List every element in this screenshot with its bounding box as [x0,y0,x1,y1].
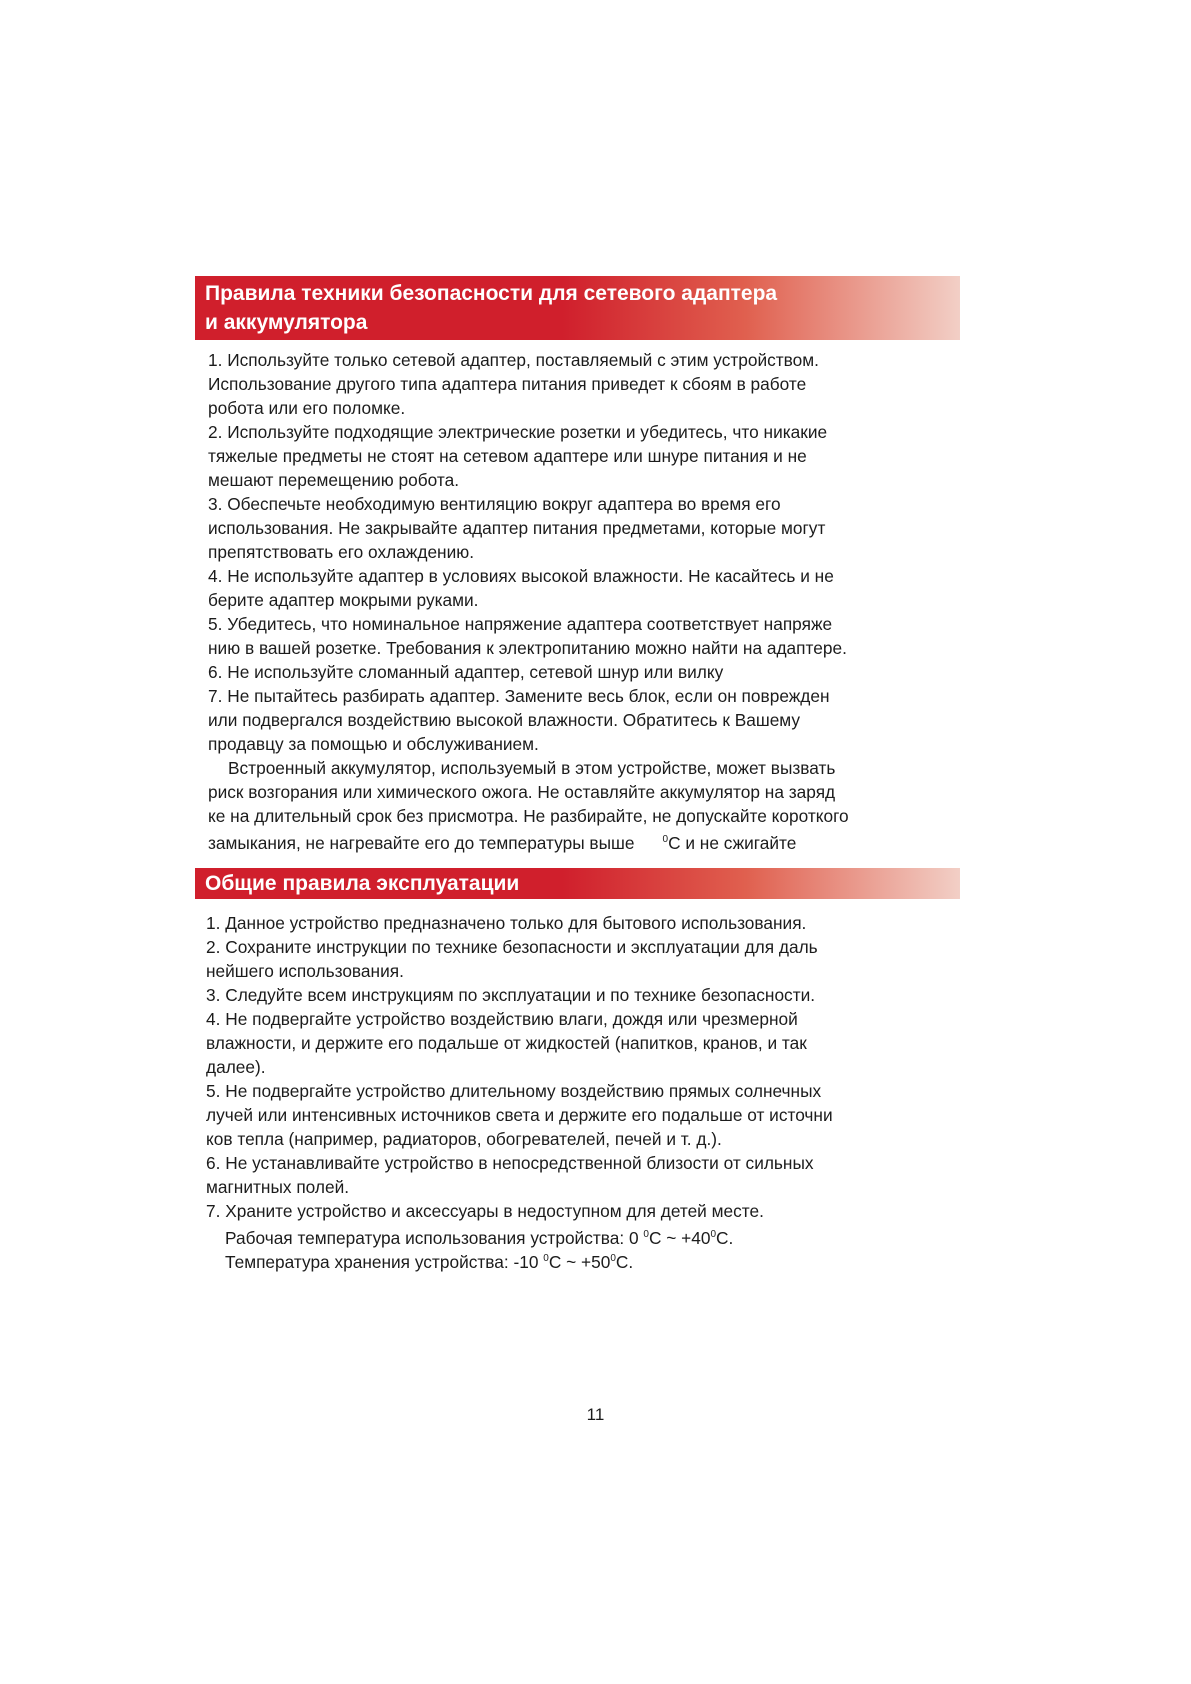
text-line: 3. Следуйте всем инструкциям по эксплуатации и по технике безопасности. [206,985,816,1005]
text-segment: С. [716,1227,734,1248]
text-line: 6. Не используйте сломанный адаптер, сетевой шнур или вилку [208,662,724,682]
text-segment: С ~ +40 [648,1227,711,1248]
operating-temperature [206,1223,986,1247]
page-number: 11 [586,1405,605,1424]
text-line: использования. Не закрывайте адаптер питания предметами, которые могут [208,518,826,538]
text-line: нию в вашей розетке. Требования к электропитанию можно найти на адаптере. [208,638,847,658]
text-line: Использование другого типа адаптера питания приведет к сбоям в работе [208,374,807,394]
section-title: Общие правила эксплуатации [205,872,520,895]
text-segment: Рабочая температура использования устройства: 0 [225,1227,639,1248]
storage-temperature [206,1247,986,1271]
text-segment: С и не сжигайте [668,832,797,853]
degree-superscript: 0 [610,1253,616,1264]
degree-superscript: 0 [543,1253,549,1264]
text-segment: С ~ +50 [548,1251,611,1272]
section-title-line-1: Правила техники безопасности для сетевого адаптера [205,282,778,305]
general-rules-text [206,911,986,1271]
text-line: 3. Обеспечьте необходимую вентиляцию вокруг адаптера во время его [208,494,781,514]
text-line: ке на длительный срок без присмотра. Не разбирайте, не допускайте короткого [208,806,849,826]
text-line: робота или его поломке. [208,398,406,418]
text-line: 5. Не подвергайте устройство длительному воздействию прямых солнечных [206,1081,822,1101]
text-line: продавцу за помощью и обслуживанием. [208,734,539,754]
text-segment: С. [615,1251,634,1272]
degree-superscript: 0 [710,1229,717,1240]
text-line: 1. Данное устройство предназначено только для бытового использования. [206,913,807,933]
text-line: 7. Не пытайтесь разбирать адаптер. Замените весь блок, если он поврежден [208,686,830,706]
text-line: 4. Не используйте адаптер в условиях высокой влажности. Не касайтесь и не [208,566,834,586]
text-line: 6. Не устанавливайте устройство в непосредственной близости от сильных [206,1153,814,1173]
text-line: нейшего использования. [206,961,404,981]
text-line: Встроенный аккумулятор, используемый в этом устройстве, может вызвать [228,758,836,778]
text-line: берите адаптер мокрыми руками. [208,590,479,610]
text-line: 2. Сохраните инструкции по технике безопасности и эксплуатации для даль [206,937,818,957]
text-segment: замыкания, не нагревайте его до температуры выше [208,832,635,853]
degree-superscript: 0 [662,834,669,845]
text-line: 7. Храните устройство и аксессуары в недоступном для детей месте. [206,1201,764,1221]
text-line: или подвергался воздействию высокой влажности. Обратитесь к Вашему [208,710,801,730]
text-line: лучей или интенсивных источников света и держите его подальше от источни [206,1105,833,1125]
text-line: тяжелые предметы не стоят на сетевом адаптере или шнуре питания и не [208,446,807,466]
text-segment: Температура хранения устройства: -10 [225,1251,539,1272]
section-header-adapter-safety [195,276,960,340]
adapter-safety-text [208,348,988,852]
text-line: риск возгорания или химического ожога. Не оставляйте аккумулятор на заряд [208,782,836,802]
text-line: далее). [206,1057,266,1077]
text-line: 1. Используйте только сетевой адаптер, поставляемый с этим устройством. [208,350,819,370]
text-line: мешают перемещению робота. [208,470,460,490]
text-line: препятствовать его охлаждению. [208,542,475,562]
text-line: ков тепла (например, радиаторов, обогревателей, печей и т. д.). [206,1129,722,1149]
text-line: 4. Не подвергайте устройство воздействию влаги, дождя или чрезмерной [206,1009,798,1029]
text-line: 5. Убедитесь, что номинальное напряжение адаптера соответствует напряже [208,614,833,634]
degree-superscript: 0 [643,1229,649,1240]
text-line: магнитных полей. [206,1177,350,1197]
text-line: 2. Используйте подходящие электрические розетки и убедитесь, что никакие [208,422,828,442]
text-line: влажности, и держите его подальше от жидкостей (напитков, кранов, и так [206,1033,807,1053]
section-header-general-rules [195,868,960,899]
text-line-battery-temperature [208,828,988,852]
section-title-line-2: и аккумулятора [205,311,368,334]
